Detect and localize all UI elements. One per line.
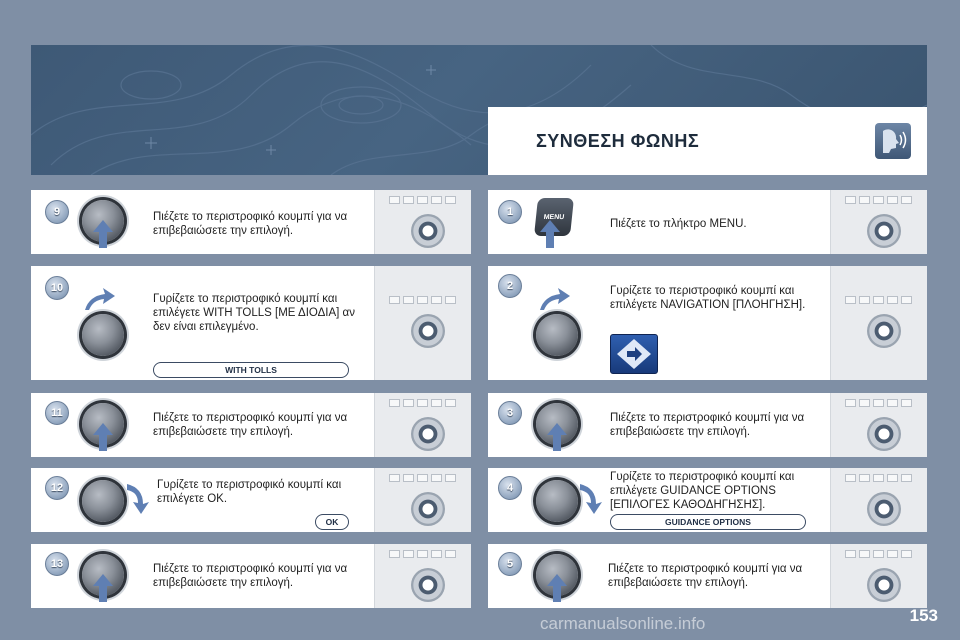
press-arrow-icon bbox=[540, 220, 560, 248]
step-number-badge: 1 bbox=[498, 200, 522, 224]
rotary-knob-icon bbox=[536, 480, 578, 522]
title-box bbox=[488, 107, 927, 175]
panel-dial bbox=[867, 492, 901, 526]
step-number-badge: 2 bbox=[498, 274, 522, 298]
step-number-badge: 4 bbox=[498, 476, 522, 500]
step-number-badge: 3 bbox=[498, 401, 522, 425]
panel-dial bbox=[867, 314, 901, 348]
control-panel-illustration bbox=[830, 468, 927, 532]
step-number-badge: 13 bbox=[45, 552, 69, 576]
press-arrow-icon bbox=[547, 423, 567, 451]
step-number-badge: 5 bbox=[498, 552, 522, 576]
step-card bbox=[488, 266, 927, 380]
rotary-knob-icon bbox=[82, 480, 124, 522]
panel-dial bbox=[867, 417, 901, 451]
turn-arrow-icon bbox=[83, 286, 117, 312]
step-number-badge: 11 bbox=[45, 401, 69, 425]
control-panel-illustration bbox=[830, 266, 927, 380]
panel-dial bbox=[411, 314, 445, 348]
step-text: Πιέζετε το περιστροφικό κουμπί για να επιβεβαιώσετε την επιλογή. bbox=[608, 563, 803, 589]
rotary-knob-icon bbox=[82, 314, 124, 356]
rotary-knob-icon bbox=[536, 314, 578, 356]
step-text: Γυρίζετε το περιστροφικό κουμπί και επιλέγετε WITH TOLLS [ΜΕ ΔΙΟΔΙΑ] αν δεν είναι επιλεγμένο. bbox=[153, 293, 355, 333]
turn-arrow-icon bbox=[578, 482, 604, 516]
control-panel-illustration bbox=[374, 544, 471, 608]
step-text: Γυρίζετε το περιστροφικό κουμπί και επιλέγετε NAVIGATION [ΠΛΟΗΓΗΣΗ]. bbox=[610, 285, 806, 311]
panel-dial bbox=[867, 568, 901, 602]
step-text: Γυρίζετε το περιστροφικό κουμπί και επιλέγετε OK. bbox=[157, 479, 342, 505]
step-card bbox=[31, 393, 471, 457]
step-number-badge: 10 bbox=[45, 276, 69, 300]
panel-dial bbox=[867, 214, 901, 248]
step-text: Πιέζετε το πλήκτρο MENU. bbox=[610, 218, 747, 230]
step-card bbox=[31, 190, 471, 254]
panel-dial bbox=[411, 492, 445, 526]
control-panel-illustration bbox=[374, 266, 471, 380]
step-card bbox=[31, 544, 471, 608]
step-card bbox=[488, 393, 927, 457]
page-title: ΣΥΝΘΕΣΗ ΦΩΝΗΣ bbox=[536, 131, 700, 151]
menu-button-icon: MENU bbox=[534, 198, 574, 236]
voice-synthesis-icon bbox=[875, 123, 911, 159]
step-card bbox=[488, 190, 927, 254]
step-number-badge: 12 bbox=[45, 476, 69, 500]
step-card bbox=[31, 266, 471, 380]
turn-arrow-icon bbox=[125, 482, 151, 516]
panel-dial bbox=[411, 417, 445, 451]
step-card bbox=[488, 468, 927, 532]
page-number: 153 bbox=[909, 606, 938, 625]
option-label: WITH TOLLS bbox=[153, 362, 349, 378]
control-panel-illustration bbox=[830, 393, 927, 457]
step-text: Γυρίζετε το περιστροφικό κουμπί και επιλέγετε GUIDANCE OPTIONS [ΕΠΙΛΟΓΕΣ ΚΑΘΟΔΗΓΗΣΗΣ]. bbox=[610, 471, 795, 511]
turn-arrow-icon bbox=[538, 286, 572, 312]
watermark: carmanualsonline.info bbox=[540, 614, 706, 633]
step-text: Πιέζετε το περιστροφικό κουμπί για να επιβεβαιώσετε την επιλογή. bbox=[610, 412, 805, 438]
press-arrow-icon bbox=[93, 220, 113, 248]
control-panel-illustration bbox=[830, 544, 927, 608]
control-panel-illustration bbox=[830, 190, 927, 254]
option-label: OK bbox=[315, 514, 349, 530]
control-panel-illustration bbox=[374, 190, 471, 254]
panel-dial bbox=[411, 214, 445, 248]
step-text: Πιέζετε το περιστροφικό κουμπί για να επιβεβαιώσετε την επιλογή. bbox=[153, 412, 348, 438]
step-card bbox=[488, 544, 927, 608]
press-arrow-icon bbox=[93, 423, 113, 451]
press-arrow-icon bbox=[547, 574, 567, 602]
navigation-icon bbox=[610, 334, 658, 374]
press-arrow-icon bbox=[93, 574, 113, 602]
control-panel-illustration bbox=[374, 468, 471, 532]
control-panel-illustration bbox=[374, 393, 471, 457]
step-number-badge: 9 bbox=[45, 200, 69, 224]
step-text: Πιέζετε το περιστροφικό κουμπί για να επιβεβαιώσετε την επιλογή. bbox=[153, 563, 348, 589]
panel-dial bbox=[411, 568, 445, 602]
step-card bbox=[31, 468, 471, 532]
option-label: GUIDANCE OPTIONS bbox=[610, 514, 806, 530]
step-text: Πιέζετε το περιστροφικό κουμπί για να επιβεβαιώσετε την επιλογή. bbox=[153, 211, 348, 237]
